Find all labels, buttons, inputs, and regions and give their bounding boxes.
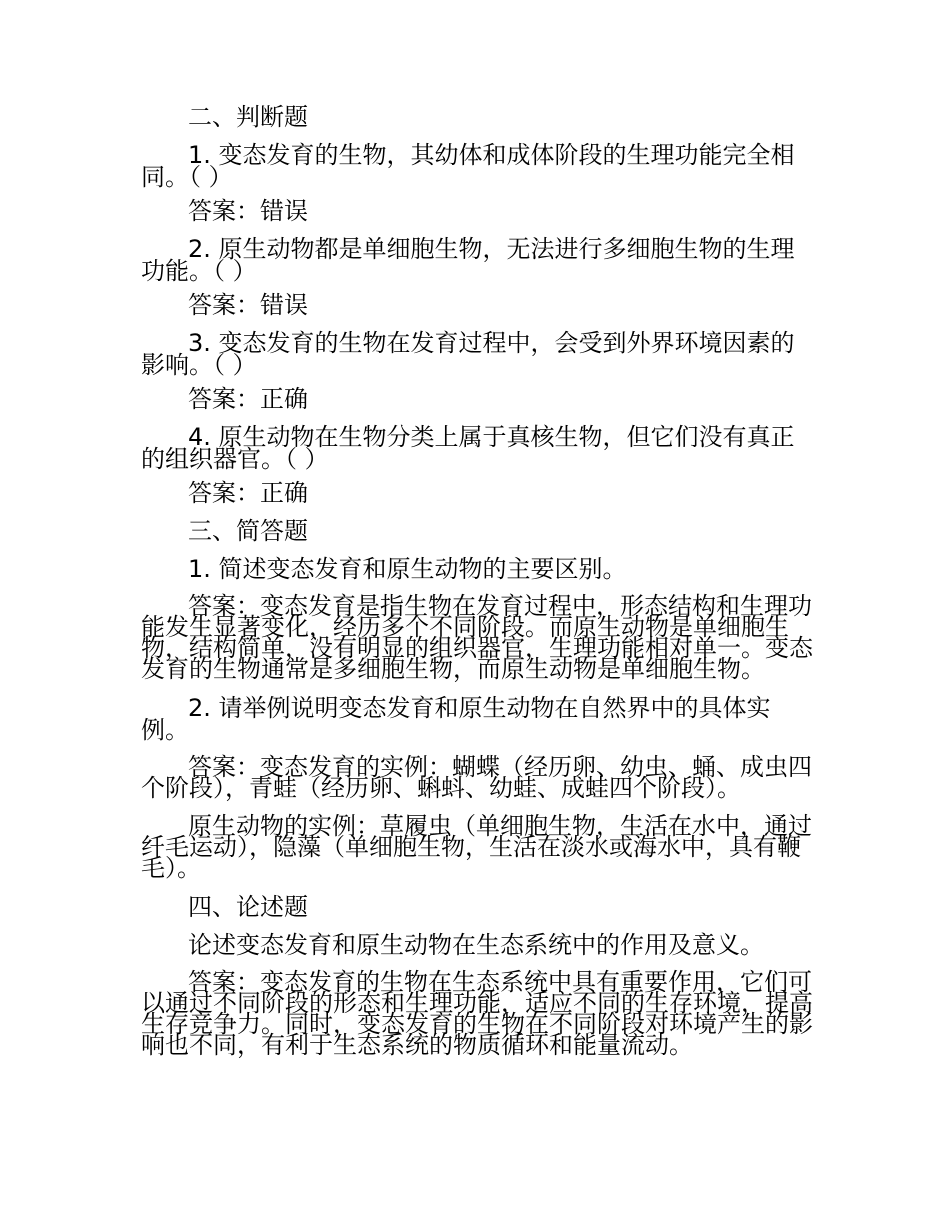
true-false-question-1: 1. 变态发育的生物，其幼体和成体阶段的生理功能完全相同。（ ） xyxy=(141,141,795,191)
true-false-answer-4: 答案：正确 xyxy=(188,479,308,507)
section-heading: 四、论述题 xyxy=(188,893,308,921)
document-body xyxy=(141,103,813,1073)
true-false-question-4: 4. 原生动物在生物分类上属于真核生物，但它们没有真正的组织器官。（ ） xyxy=(141,423,795,473)
true-false-answer-2: 答案：错误 xyxy=(188,291,308,319)
short-answer-question-1: 1. 简述变态发育和原生动物的主要区别。 xyxy=(188,555,627,583)
true-false-question-3: 3. 变态发育的生物在发育过程中，会受到外界环境因素的影响。（ ） xyxy=(141,329,795,379)
short-answer-answer-2: 答案：变态发育的实例：蝴蝶（经历卵、幼虫、蛹、成虫四个阶段），青蛙（经历卵、蝌蚪、幼蛙、成蛙四个阶段）。 xyxy=(141,753,812,802)
section-heading: 三、简答题 xyxy=(188,517,308,545)
true-false-answer-3: 答案：正确 xyxy=(188,385,308,413)
short-answer-answer-2-continued: 原生动物的实例：草履虫（单细胞生物，生活在水中，通过纤毛运动），隐藻（单细胞生物，生活在淡水或海水中，具有鞭毛）。 xyxy=(141,812,812,882)
section-heading: 二、判断题 xyxy=(188,103,308,131)
short-answer-answer-1: 答案：变态发育是指生物在发育过程中，形态结构和生理功能发生显著变化，经历多个不同阶段。而原生动物是单细胞生物，结构简单，没有明显的组织器官，生理功能相对单一。变态发育的生物通常是多细胞生物，而原生动物是单细胞生物。 xyxy=(141,592,813,683)
essay-answer: 答案：变态发育的生物在生态系统中具有重要作用，它们可以通过不同阶段的形态和生理功能，适应不同的生存环境，提高生存竞争力。同时，变态发育的生物在不同阶段对环境产生的影响也不同，有利于生态系统的物质循环和能量流动。 xyxy=(141,968,813,1059)
essay-question: 论述变态发育和原生动物在生态系统中的作用及意义。 xyxy=(188,931,764,959)
true-false-answer-1: 答案：错误 xyxy=(188,197,308,225)
short-answer-question-2: 2. 请举例说明变态发育和原生动物在自然界中的具体实例。 xyxy=(141,694,771,744)
true-false-question-2: 2. 原生动物都是单细胞生物，无法进行多细胞生物的生理功能。（ ） xyxy=(141,235,795,285)
